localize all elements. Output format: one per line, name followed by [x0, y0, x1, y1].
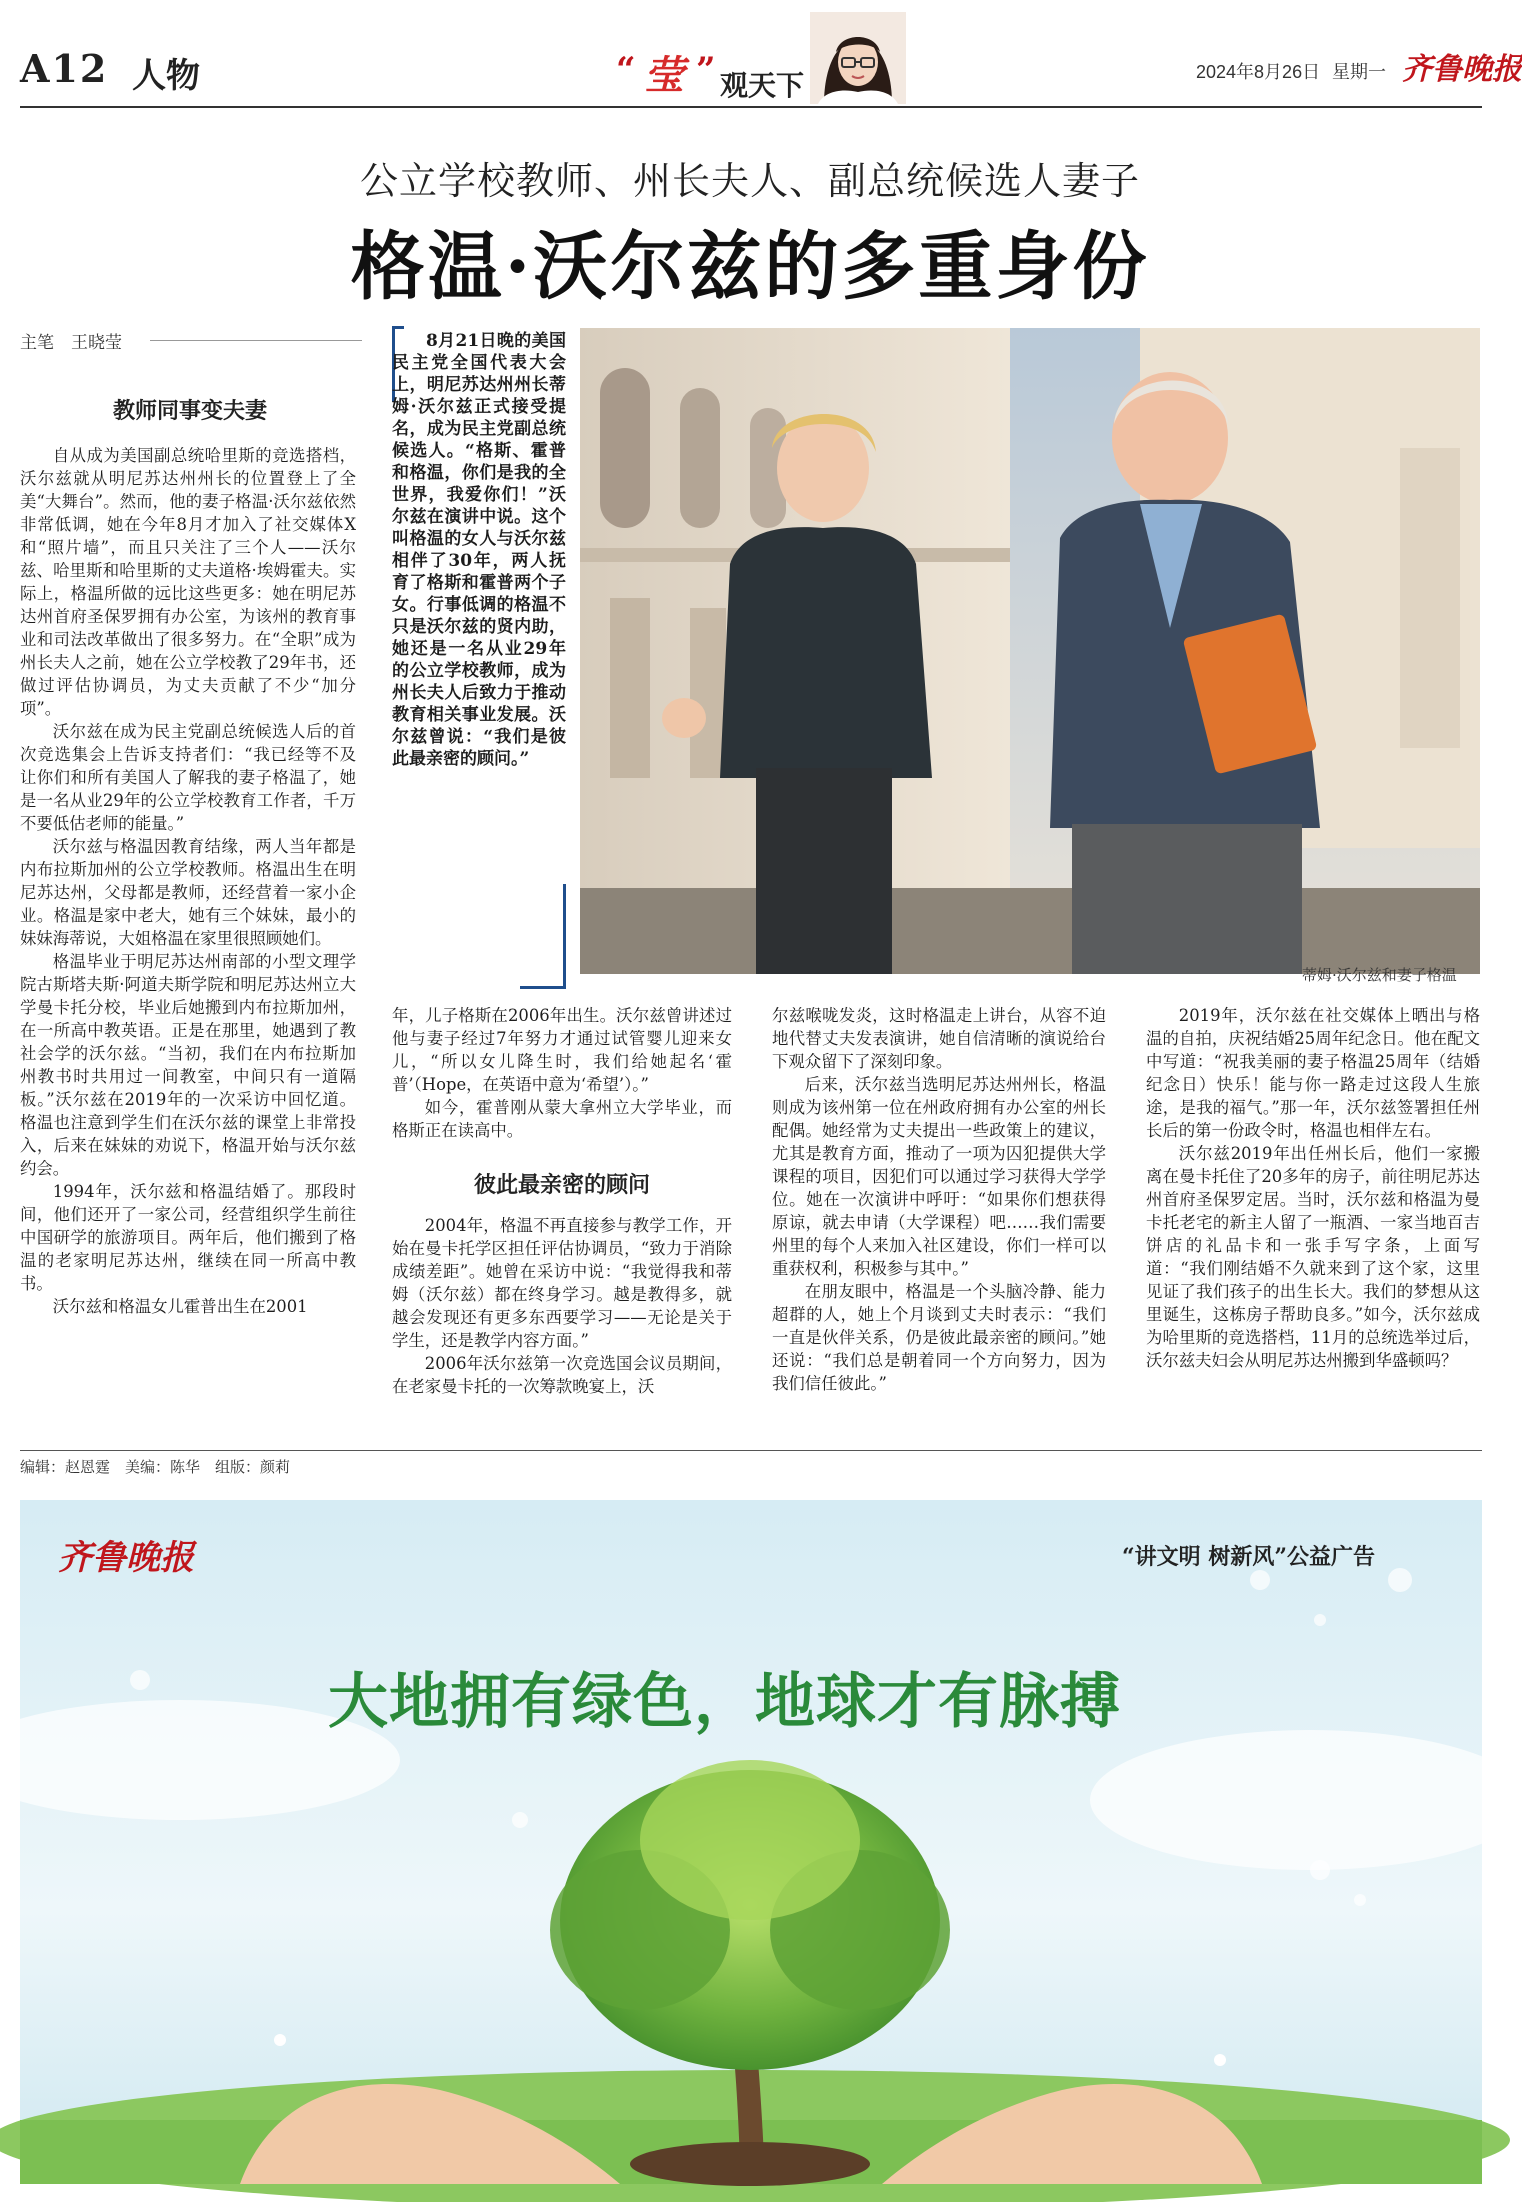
photo-caption: 蒂姆·沃尔兹和妻子格温: [1302, 966, 1457, 984]
pull-quote-text: 8月21日晚的美国民主党全国代表大会上，明尼苏达州州长蒂姆·沃尔兹正式接受提名，成为民主党副总统候选人。“格斯、霍普和格温，你们是我的全世界，我爱你们！”沃尔兹在演讲中说。这个叫格温的女人与沃尔兹相伴了30年，两人抚育了格斯和霍普两个子女。行事低调的格温不只是沃尔兹的贤内助，她还是一名从业29年的公立学校教师，成为州长夫人后致力于推动教育相关事业发展。沃尔兹曾说：“我们是彼此最亲密的顾问。”: [392, 331, 566, 769]
pull-quote-bracket: [563, 884, 566, 988]
paragraph: 格温毕业于明尼苏达州南部的小型文理学院古斯塔夫斯·阿道夫斯学院和明尼苏达州立大学曼卡托分校，毕业后她搬到内布拉斯加州，在一所高中教英语。正是在那里，她遇到了教社会学的沃尔兹。“当初，我们在内布拉斯加州教书时共用过一间教室，中间只有一道隔板。”沃尔兹在2019年的一次采访中回忆道。格温也注意到学生们在沃尔兹的课堂上非常投入，后来在妹妹的劝说下，格温开始与沃尔兹约会。: [20, 952, 356, 1178]
article-column-3: [772, 1004, 1106, 1395]
article-column-2: [392, 1004, 732, 1142]
paragraph: 2019年，沃尔兹在社交媒体上晒出与格温的自拍，庆祝结婚25周年纪念日。他在配文中写道：“祝我美丽的妻子格温25周年（结婚纪念日）快乐！能与你一路走过这段人生旅途，是我的福气。”那一年，沃尔兹签署担任州长后的第一份政令时，格温也相伴左右。: [1146, 1006, 1480, 1140]
article-column-1: [20, 444, 356, 1318]
byline: 主笔 王晓莹: [20, 333, 122, 353]
article-column-2-continued: [392, 1214, 732, 1398]
paragraph: 1994年，沃尔兹和格温结婚了。那段时间，他们还开了一家公司，经营组织学生前往中国研学的旅游项目。两年后，他们搬到了格温的老家明尼苏达州，继续在同一所高中教书。: [20, 1182, 356, 1293]
header-rule: [20, 106, 1482, 108]
paragraph: 自从成为美国副总统哈里斯的竞选搭档，沃尔兹就从明尼苏达州州长的位置登上了全美“大舞台”。然而，他的妻子格温·沃尔兹依然非常低调，她在今年8月才加入了社交媒体X和“照片墙”，而且只关注了三个人——沃尔兹、哈里斯和哈里斯的丈夫道格·埃姆霍夫。实际上，格温所做的远比这些更多：她在明尼苏达州首府圣保罗拥有办公室，为该州的教育事业和司法改革做出了很多努力。在“全职”成为州长夫人之前，她在公立学校教了29年书，还做过评估协调员，为丈夫贡献了不少“加分项”。: [20, 446, 356, 718]
pull-quote-bracket: [520, 986, 566, 989]
ad-slogan: 大地拥有绿色，地球才有脉搏: [328, 1667, 1121, 1737]
paragraph: 沃尔兹和格温女儿霍普出生在2001: [52, 1297, 308, 1316]
issue-weekday: 星期一: [1332, 62, 1386, 82]
article-column-4: [1146, 1004, 1480, 1372]
section-heading-1: [40, 394, 340, 425]
section-heading-2-text: 彼此最亲密的顾问: [473, 1172, 650, 1198]
column-suffix: 观天下: [720, 69, 805, 102]
article-subheadline: 公立学校教师、州长夫人、副总统候选人妻子: [359, 159, 1140, 203]
paragraph: 沃尔兹2019年出任州长后，他们一家搬离在曼卡托住了20多年的房子，前往明尼苏达州首府圣保罗定居。当时，沃尔兹和格温为曼卡托老宅的新主人留了一瓶酒、一家当地百吉饼店的礼品卡和一张手写字条，上面写道：“我们刚结婚不久就来到了这个家，这里见证了我们孩子的出生长大。我们的梦想从这里诞生，这栋房子帮助良多。”如今，沃尔兹成为哈里斯的竞选搭档，11月的总统选举过后，沃尔兹夫妇会从明尼苏达州搬到华盛顿吗？: [1146, 1144, 1480, 1370]
public-service-ad: [20, 1500, 1482, 2184]
section-heading-1-text: 教师同事变夫妻: [112, 398, 267, 424]
issue-date: 2024年8月26日: [1196, 62, 1321, 82]
paragraph: 在朋友眼中，格温是一个头脑冷静、能力超群的人，她上个月谈到丈夫时表示：“我们一直是伙伴关系，仍是彼此最亲密的顾问。”她还说：“我们总是朝着同一个方向努力，因为我们信任彼此。”: [772, 1282, 1106, 1393]
ad-campaign-tag: “讲文明 树新风”公益广告: [1122, 1544, 1375, 1570]
ad-illustration: [20, 1500, 1482, 2184]
paragraph: 2004年，格温不再直接参与教学工作，开始在曼卡托学区担任评估协调员，“致力于消除成绩差距”。她曾在采访中说：“我觉得我和蒂姆（沃尔兹）都在终身学习。越是教得多，就越会发现还有更多东西要学习——无论是关于学生，还是教学内容方面。”: [392, 1216, 732, 1350]
byline-rule: [150, 340, 362, 341]
paragraph: 尔兹喉咙发炎，这时格温走上讲台，从容不迫地代替丈夫发表演讲，她自信清晰的演说给台下观众留下了深刻印象。: [772, 1006, 1106, 1071]
paragraph: 沃尔兹在成为民主党副总统候选人后的首次竞选集会上告诉支持者们：“我已经等不及让你们和所有美国人了解我的妻子格温了，她是一名从业29年的公立学校教育工作者，千万不要低估老师的能量。”: [20, 722, 356, 833]
page-number: A12: [20, 46, 109, 91]
newspaper-logo: 齐鲁晚报: [1402, 52, 1522, 87]
column-quote-open: “: [616, 50, 636, 90]
section-heading-2: [392, 1168, 732, 1199]
paragraph: 如今，霍普刚从蒙大拿州立大学毕业，而格斯正在读高中。: [392, 1098, 732, 1140]
column-quote-close: ”: [696, 50, 716, 90]
section-name: 人物: [132, 56, 200, 96]
column-name: 莹: [644, 52, 684, 99]
columnist-avatar: [810, 12, 906, 104]
paragraph: 后来，沃尔兹当选明尼苏达州州长，格温则成为该州第一位在州政府拥有办公室的州长配偶。她经常为丈夫提出一些政策上的建议，尤其是教育方面，推动了一项为囚犯提供大学课程的项目，因犯们可以通过学习获得大学学位。她在一次演讲中呼吁：“如果你们想获得原谅，就去申请（大学课程）吧……我们需要州里的每个人来加入社区建设，你们一样可以重获权利，积极参与其中。”: [772, 1075, 1106, 1278]
article-photo: [580, 328, 1480, 974]
article-headline: 格温·沃尔兹的多重身份: [350, 224, 1150, 310]
page-header: [20, 28, 1522, 104]
editorial-credits: 编辑：赵恩霆 美编：陈华 组版：颜莉: [20, 1459, 291, 1476]
pull-quote: [392, 330, 566, 770]
paragraph: 沃尔兹与格温因教育结缘，两人当年都是内布拉斯加州的公立学校教师。格温出生在明尼苏达州，父母都是教师，还经营着一家小企业。格温是家中老大，她有三个妹妹，最小的妹妹海蒂说，大姐格温在家里很照顾她们。: [20, 837, 356, 948]
paragraph: 2006年沃尔兹第一次竞选国会议员期间，在老家曼卡托的一次筹款晚宴上，沃: [392, 1354, 732, 1396]
ad-newspaper-logo: 齐鲁晚报: [58, 1538, 194, 1578]
paragraph: 年，儿子格斯在2006年出生。沃尔兹曾讲述过他与妻子经过7年努力才通过试管婴儿迎来女儿，“所以女儿降生时，我们给她起名‘霍普’（Hope，在英语中意为‘希望’）。”: [392, 1006, 732, 1094]
footer-rule: [20, 1450, 1482, 1451]
